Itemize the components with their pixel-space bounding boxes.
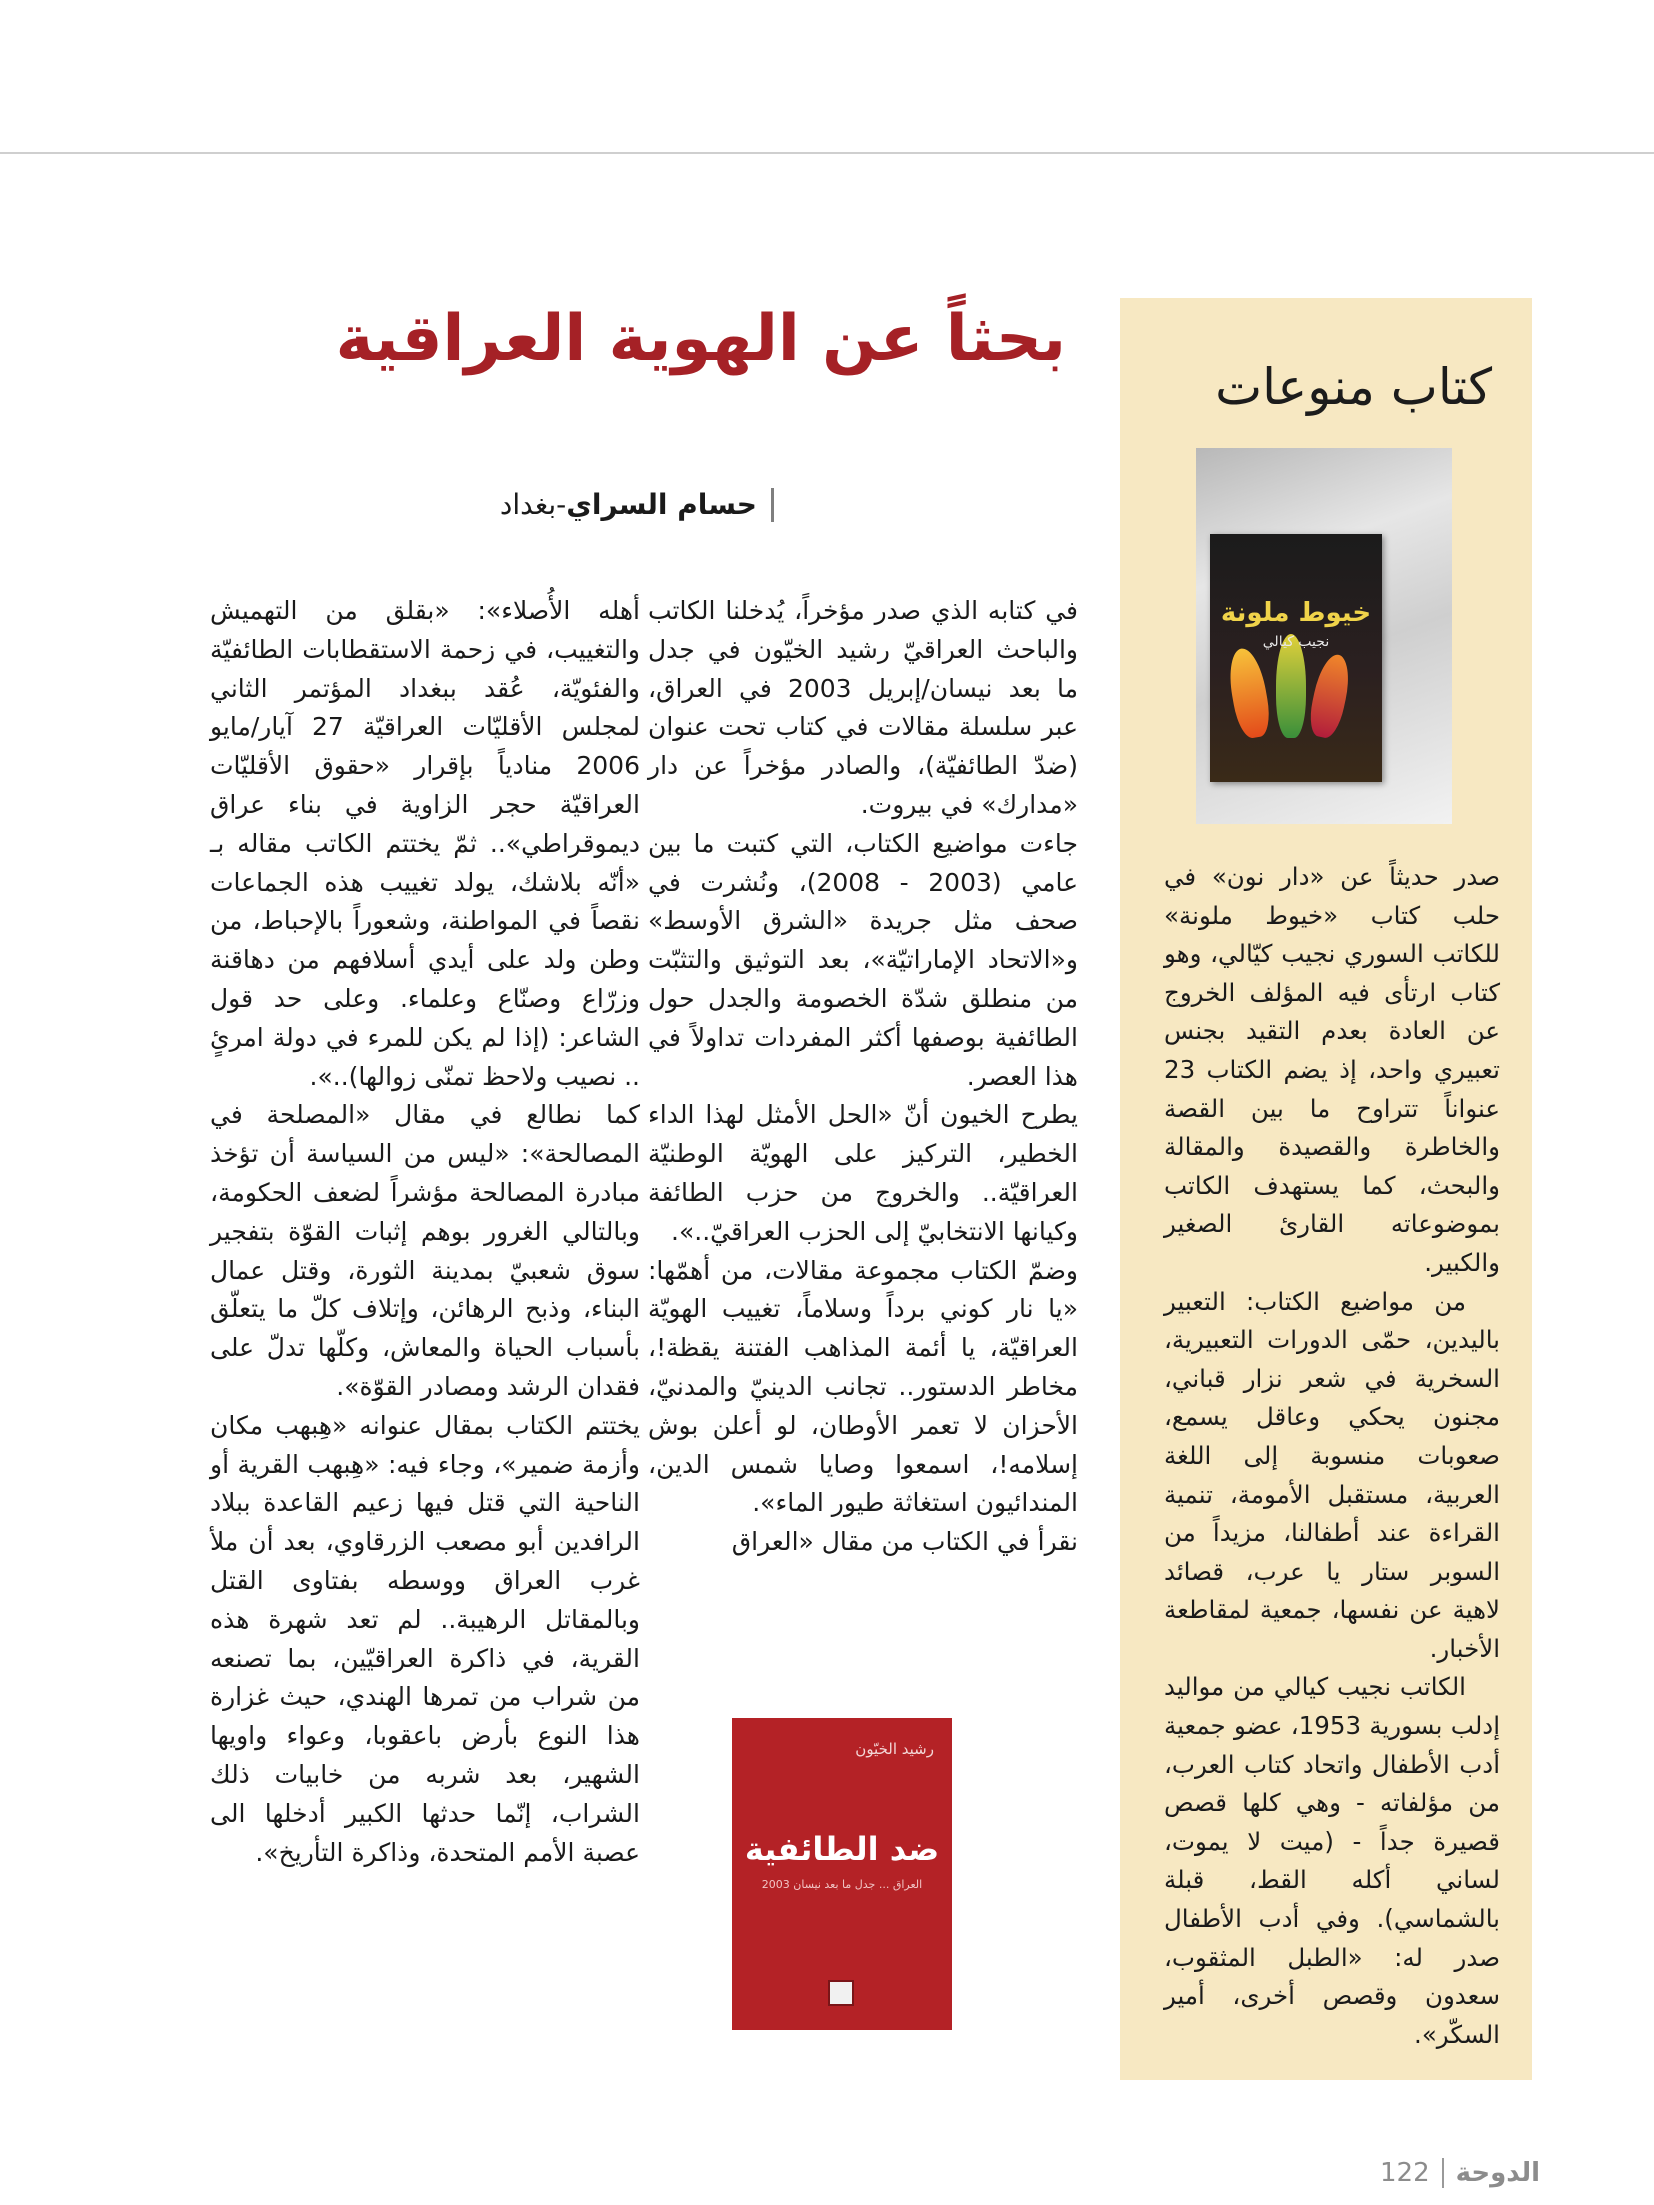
article-title: بحثاً عن الهوية العراقية — [335, 302, 1066, 376]
byline — [500, 488, 774, 522]
article-paragraph: جاءت مواضيع الكتاب، التي كتبت ما بين عامي (2003 - 2008)، ونُشرت في صحف مثل جريدة «الشرق الأوسط» و«الاتحاد الإماراتيّة»، بعد التوثيق والتثبّت من منطلق شدّة الخصومة والجدل حول الطائفية بوصفها أكثر المفردات تداولاً في هذا العصر. — [648, 828, 1079, 1091]
header-rule — [0, 152, 1654, 154]
article-paragraph: في كتابه الذي صدر مؤخراً، يُدخلنا الكاتب والباحث العراقيّ رشيد الخيّون في جدل ما بعد نيسان/إبريل 2003 في العراق، عبر سلسلة مقالات في كتاب تحت عنوان (ضدّ الطائفيّة)، والصادر مؤخراً عن دار «مدارك» في بيروت. — [648, 596, 1078, 819]
byline-author: حسام السراي — [566, 488, 757, 521]
cover-title: خيوط ملونة — [1220, 598, 1372, 628]
sidebar-paragraph: من مواضيع الكتاب: التعبير باليدين، حمّى الدورات التعبيرية، السخرية في شعر نزار قباني، مجنون يحكي وعاقل يسمع، صعوبات منسوبة إلى اللغة العربية، مستقبل الأمومة، تنمية القراءة عند أطفالنا، مزيداً من السوبر ستار يا عرب، قصائد لاهية عن نفسها، جمعية لمقاطعة الأخبار. — [1164, 1286, 1500, 1663]
sidebar-paragraph: الكاتب نجيب كيالي من مواليد إدلب بسورية 1953، عضو جمعية أدب الأطفال واتحاد كتاب العرب، من مؤلفاته - وهي كلها قصص قصيرة جداً - (ميت لا يموت، لساني أكله القط، قبلة بالشماسي). وفي أدب الأطفال صدر له: «الطبل المثقوب، سعدون وقصص أخرى، أمير السكّر». — [1164, 1672, 1500, 2049]
publisher-logo-icon — [828, 1980, 854, 2006]
book-cover-image — [732, 1718, 952, 2030]
article-paragraph: يختتم الكتاب بمقال عنوانه «هِبهب مكان وأزمة ضمير»، وجاء فيه: «هِبهب القرية أو الناحية التي قتل فيها زعيم القاعدة ببلاد الرافدين أبو مصعب الزرقاوي، بعد أن ملأ غرب العراق ووسطه بفتاوى القتل وبالمقاتل الرهيبة.. لم تعد شهرة هذه القرية، في ذاكرة العراقيّين، بما تصنعه من شراب من تمرها الهندي، حيث غزارة هذا النوع بأرض باعقوبا، وعواء واويها الشهير، بعد شربه من خابيات ذلك الشراب، إنّما حدثها الكبير أدخلها الى عصبة الأمم المتحدة، وذاكرة التأريخ». — [210, 1410, 640, 1867]
page-number: 122 — [1380, 2158, 1430, 2188]
book-cover-title: ضد الطائفية — [744, 1830, 940, 1868]
page-footer — [1380, 2156, 1572, 2190]
book-cover-subtitle: العراق ... جدل ما بعد نيسان 2003 — [761, 1878, 923, 1891]
byline-location: -بغداد — [499, 488, 567, 521]
article-paragraph: نقرأ في الكتاب من مقال «العراق — [731, 1527, 1078, 1557]
footer-divider — [1442, 2158, 1444, 2188]
sidebar-box — [1120, 298, 1532, 2080]
sidebar-paragraph: صدر حديثاً عن «دار نون» في حلب كتاب «خيوط ملونة» للكاتب السوري نجيب كيّالي، وهو كتاب ارتأى فيه المؤلف الخروج عن العادة بعدم التقيد بجنس تعبيري واحد، إذ يضم الكتاب 23 عنواناً تتراوح ما بين القصة والخاطرة والقصيدة والمقالة والبحث، كما يستهدف الكاتب بموضوعاته القارئ الصغير والكبير. — [1164, 862, 1500, 1277]
article-column-left — [210, 592, 640, 1872]
article-paragraph: وضمّ الكتاب مجموعة مقالات، من أهمّها: «يا نار كوني برداً وسلاماً، تغييب الهويّة العراقيّة، يا أئمة المذاهب الفتنة يقظة!، مخاطر الدستور.. تجانب الدينيّ والمدنيّ، الأحزان لا تعمر الأوطان، لو أعلن بوش إسلامه!، اسمعوا وصايا شمس الدين، المندائيون استغاثة طيور الماء». — [648, 1255, 1078, 1518]
article-paragraph: أهله الأُصلاء»: «بقلق من التهميش والتغييب، في زحمة الاستقطابات الطائفيّة والفئويّة، عُقد ببغداد المؤتمر الثاني لمجلس الأقليّات العراقيّة 27 آيار/مايو 2006 منادياً بإقرار «حقوق الأقليّات العراقيّة حجر الزاوية في بناء عراق ديموقراطي».. ثمّ يختتم الكاتب مقاله بـ «أنّه بلاشك، يولد تغييب هذه الجماعات نقصاً في المواطنة، وشعوراً بالإحباط، من وطن ولد على أيدي أسلافهم من دهاقنة وزرّاع وصنّاع وعلماء. وعلى حد قول الشاعر: (إذا لم يكن للمرء في دولة امرئٍ .. نصيب ولاحظ تمنّى زوالها)..». — [210, 596, 640, 1091]
book-cover-author: رشيد الخيّون — [855, 1740, 934, 1758]
article-paragraph: كما نطالع في مقال «المصلحة في المصالحة»: «ليس من السياسة أن تؤخذ مبادرة المصالحة مؤشراً لضعف الحكومة، وبالتالي الغرور بوهم إثبات القوّة بتفجير سوق شعبيّ بمدينة الثورة، وقتل عمال البناء، وذبح الرهائن، وإتلاف كلّ ما يتعلّق بأسباب الحياة والمعاش، وكلّها تدلّ على فقدان الرشد ومصادر القوّة». — [210, 1100, 640, 1401]
article-column-right — [648, 592, 1078, 1562]
sidebar-title: كتاب منوعات — [1215, 358, 1492, 416]
article-paragraph: يطرح الخيون أنّ «الحل الأمثل لهذا الداء الخطير، التركيز على الهويّة الوطنيّة العراقيّة.. والخروج من حزب الطائفة وكيانها الانتخابيّ إلى الحزب العراقيّ..». — [648, 1100, 1078, 1246]
sidebar-book-cover-image — [1196, 448, 1452, 824]
cover-author: نجيب كيالي — [1262, 634, 1330, 650]
sidebar-body — [1164, 858, 1500, 2054]
magazine-logo: الدوحة — [1455, 2158, 1541, 2188]
